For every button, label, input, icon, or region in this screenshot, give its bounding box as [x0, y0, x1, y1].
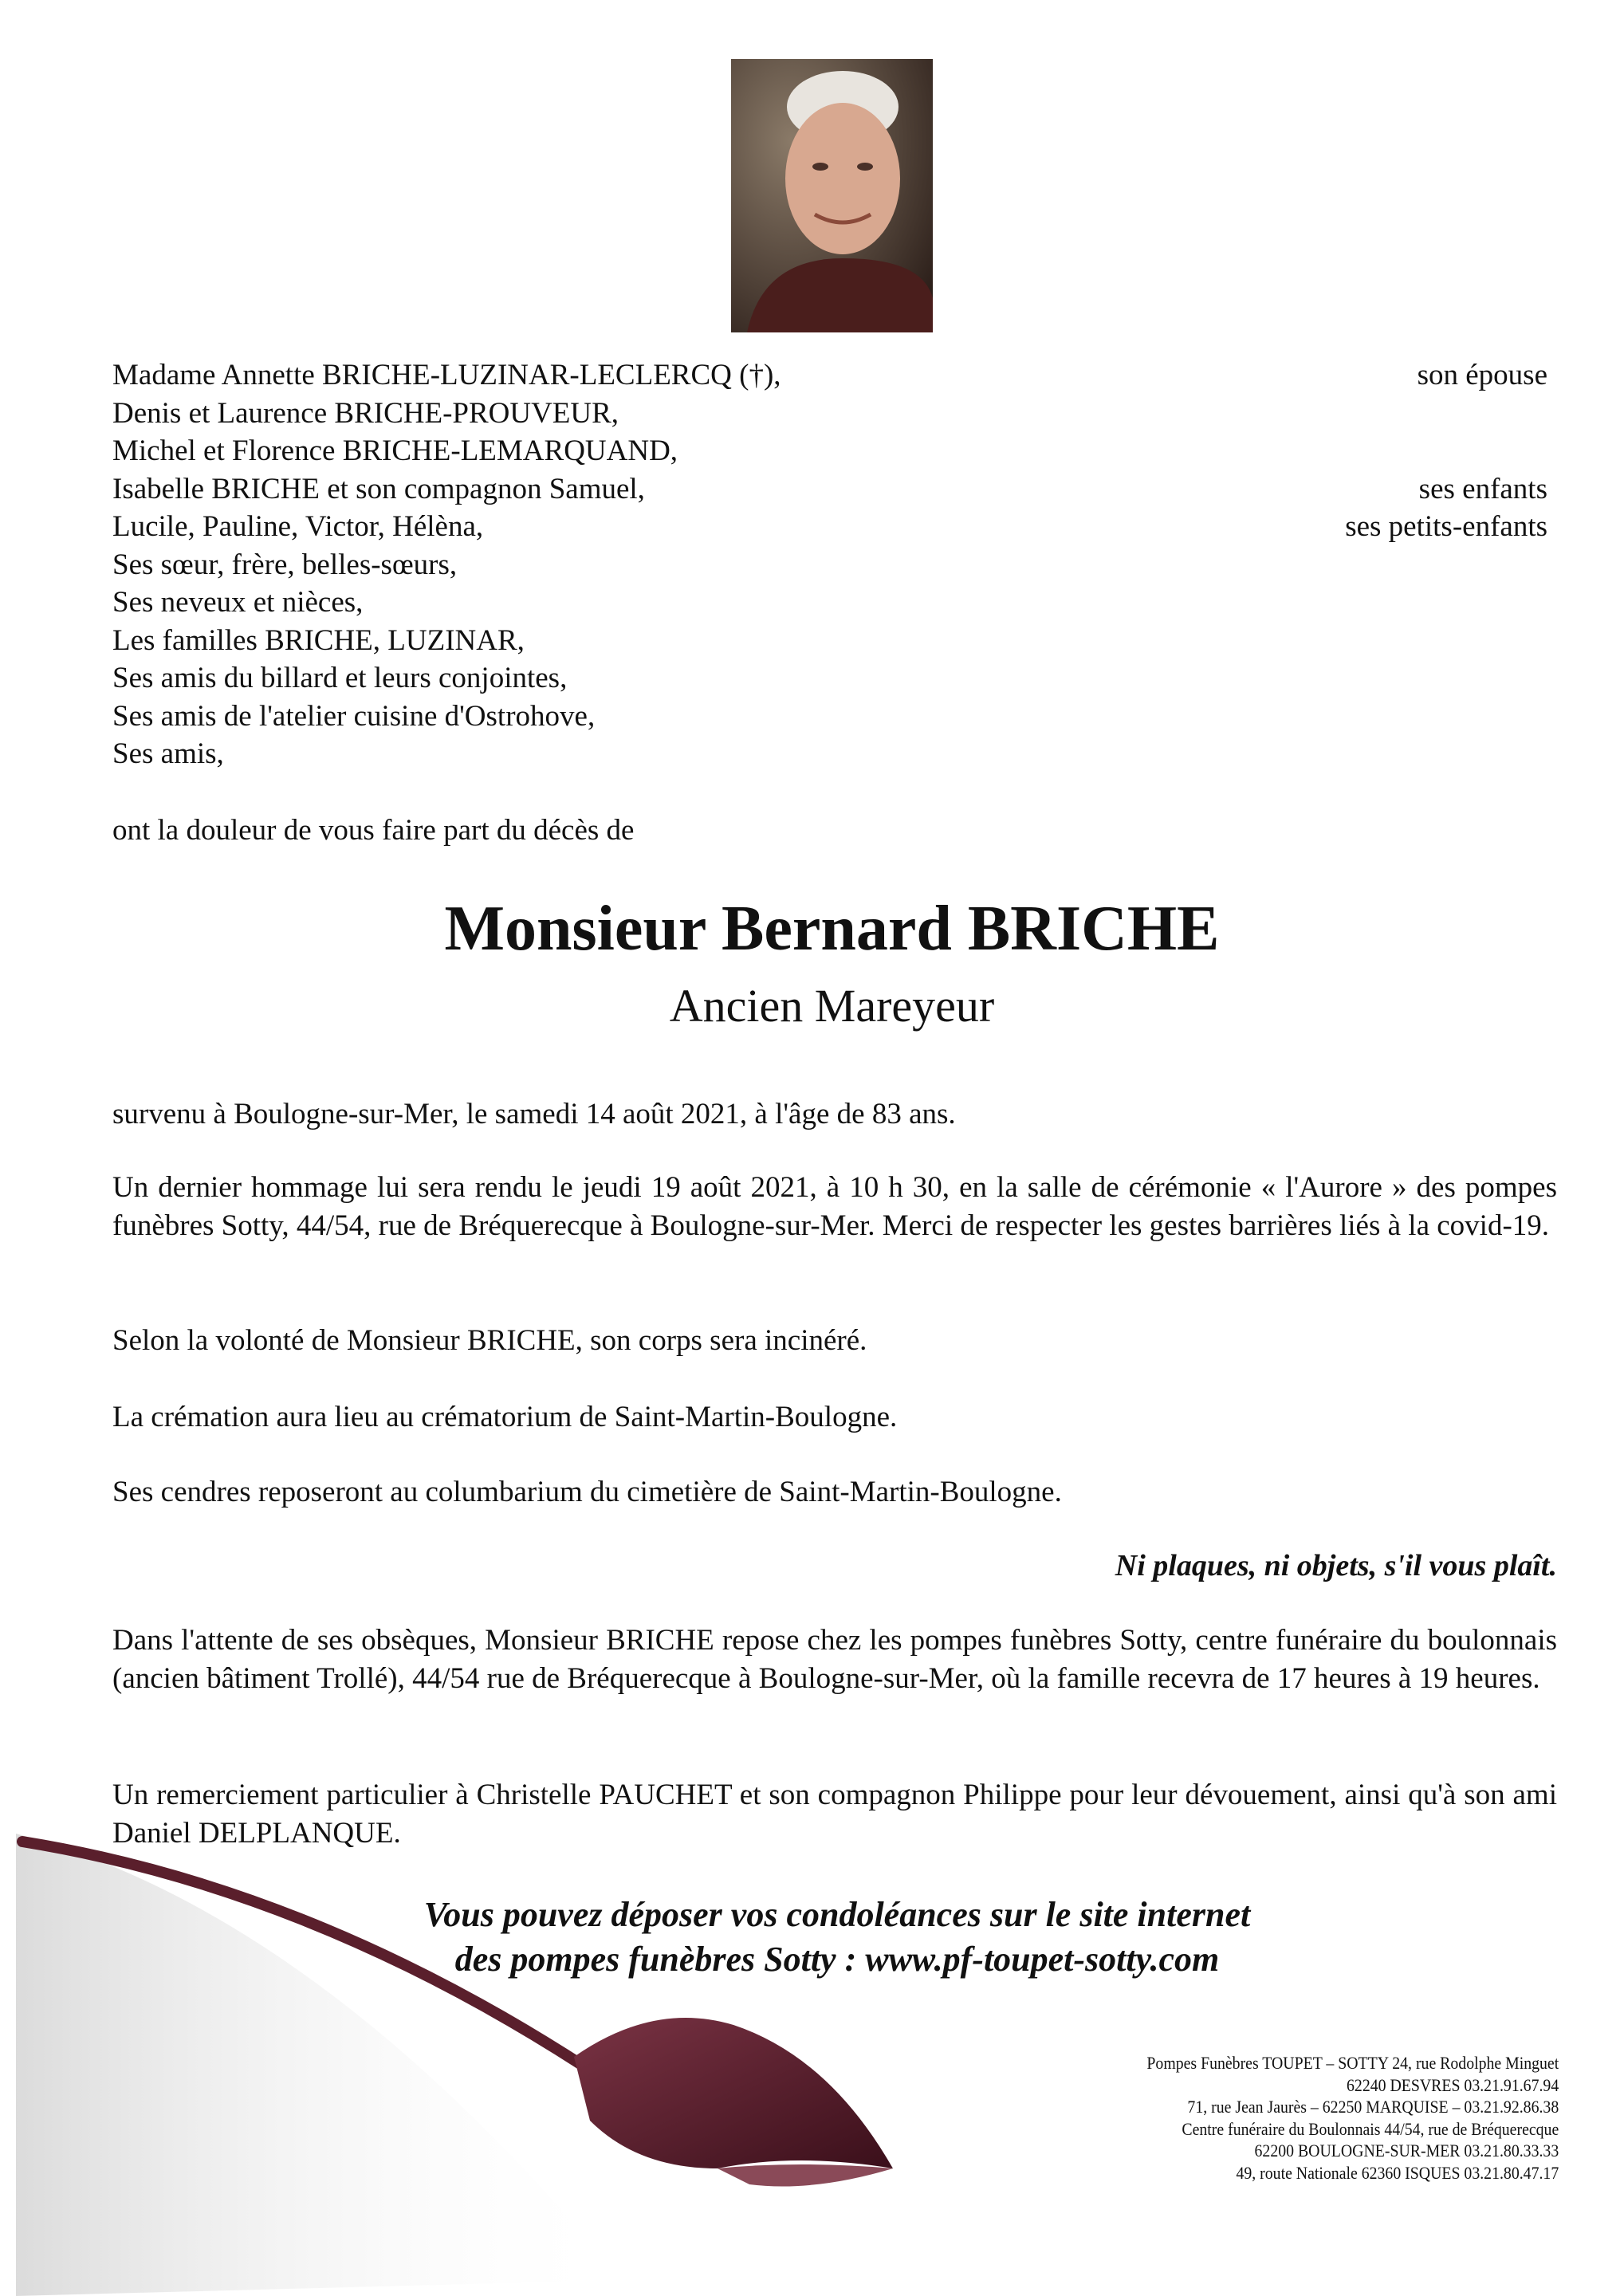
- address-line: Pompes Funèbres TOUPET – SOTTY 24, rue Rodolphe Minguet: [1146, 2053, 1559, 2073]
- no-plaques-note: Ni plaques, ni objets, s'il vous plaît.: [1115, 1549, 1557, 1582]
- family-member: Madame Annette BRICHE-LUZINAR-LECLERCQ (†),: [112, 359, 781, 391]
- condolences-line: Vous pouvez déposer vos condoléances sur le site internet: [423, 1895, 1251, 1934]
- address-line: 62240 DESVRES 03.21.91.67.94: [1346, 2074, 1559, 2095]
- paragraph: Dans l'attente de ses obsèques, Monsieur BRICHE repose chez les pompes funèbres Sotty, centre funéraire du boulonnais (ancien bâtiment Trollé), 44/54 rue de Bréquerecque à Boulogne-sur-Mer, où la famille recevra de 17 heures à 19 heures.: [112, 1624, 1557, 1695]
- family-member: Les familles BRICHE, LUZINAR,: [112, 623, 525, 657]
- address-line: 49, route Nationale 62360 ISQUES 03.21.80.47.17: [1236, 2162, 1559, 2183]
- condolences-link[interactable]: des pompes funèbres Sotty : www.pf-toupet-sotty.com: [454, 1940, 1220, 1979]
- family-member: Ses sœur, frère, belles-sœurs,: [112, 548, 458, 581]
- family-roles: [1345, 356, 1547, 546]
- profession: Ancien Mareyeur: [669, 980, 995, 1032]
- address-line: 71, rue Jean Jaurès – 62250 MARQUISE – 03.21.92.86.38: [1187, 2097, 1559, 2117]
- calla-lily-illustration: [0, 1818, 957, 2296]
- family-member: Denis et Laurence BRICHE-PROUVEUR,: [112, 396, 619, 430]
- paragraph: La crémation aura lieu au crématorium de Saint-Martin-Boulogne.: [112, 1401, 898, 1433]
- paragraph: survenu à Boulogne-sur-Mer, le samedi 14 août 2021, à l'âge de 83 ans.: [112, 1098, 956, 1130]
- role-enfants: ses enfants: [1418, 472, 1547, 505]
- deceased-name: Monsieur Bernard BRICHE: [444, 894, 1220, 964]
- funeral-home-address: [1146, 2052, 1559, 2184]
- paragraph: Un dernier hommage lui sera rendu le jeudi 19 août 2021, à 10 h 30, en la salle de cérémonie « l'Aurore » des pompes funèbres Sotty, 44/54, rue de Bréquerecque à Boulogne-sur-Mer. Merci de respecter les gestes barrières liés à la covid-19.: [112, 1171, 1557, 1242]
- family-member: Michel et Florence BRICHE-LEMARQUAND,: [112, 434, 678, 467]
- role-petits-enfants: ses petits-enfants: [1345, 510, 1547, 543]
- family-list: [112, 356, 781, 773]
- family-member: Ses neveux et nièces,: [112, 586, 364, 619]
- role-epouse: son épouse: [1417, 359, 1547, 391]
- condolences-note: [0, 1893, 1624, 1982]
- portrait-photo: [731, 59, 933, 332]
- family-member: Ses amis du billard et leurs conjointes,: [112, 662, 568, 694]
- family-member: Ses amis de l'atelier cuisine d'Ostrohove,: [112, 699, 596, 733]
- family-member: Lucile, Pauline, Victor, Hélèna,: [112, 510, 484, 543]
- paragraph: Selon la volonté de Monsieur BRICHE, son corps sera incinéré.: [112, 1324, 867, 1357]
- address-line: Centre funéraire du Boulonnais 44/54, rue de Bréquerecque: [1182, 2118, 1559, 2139]
- address-line: 62200 BOULOGNE-SUR-MER 03.21.80.33.33: [1254, 2141, 1559, 2160]
- family-member: Ses amis,: [112, 737, 224, 770]
- paragraph: Un remerciement particulier à Christelle PAUCHET et son compagnon Philippe pour leur dévouement, ainsi qu'à son ami Daniel DELPLANQUE.: [112, 1779, 1557, 1850]
- paragraph: Ses cendres reposeront au columbarium du cimetière de Saint-Martin-Boulogne.: [112, 1476, 1062, 1508]
- intro-text: ont la douleur de vous faire part du décès de: [112, 814, 635, 847]
- family-member: Isabelle BRICHE et son compagnon Samuel,: [112, 472, 645, 505]
